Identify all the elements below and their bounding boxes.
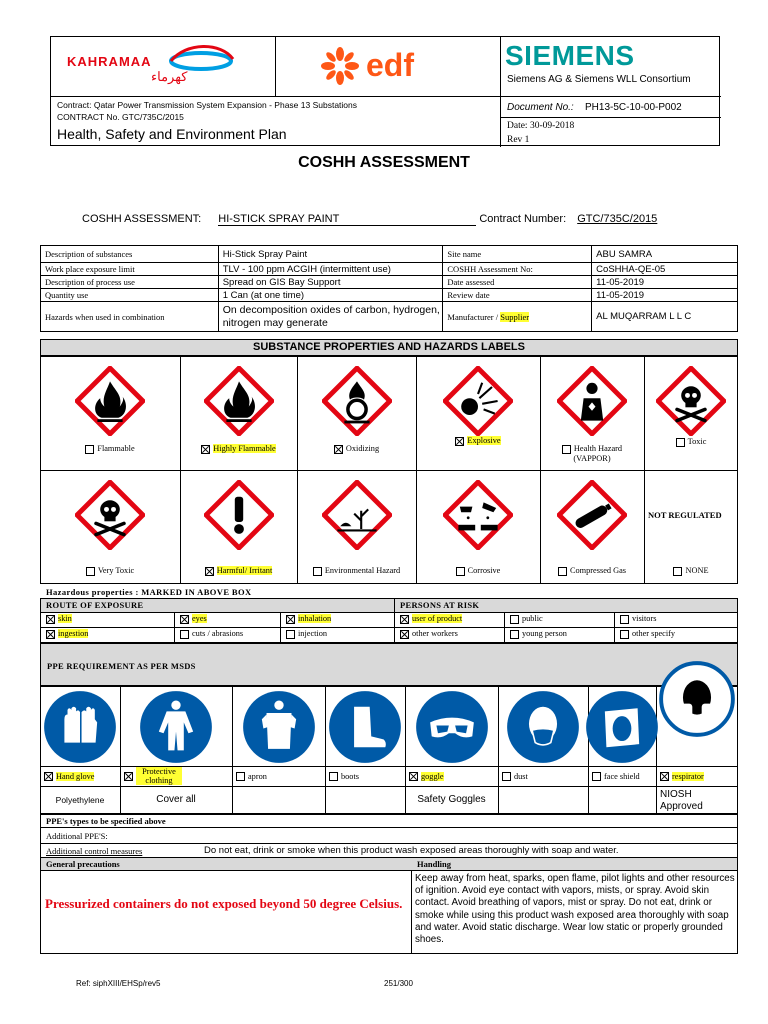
kahramaa-arabic-text: كهرماء (151, 69, 188, 84)
route-item[interactable] (180, 629, 243, 639)
document-header (50, 36, 720, 146)
hazard-label: Toxic (687, 437, 707, 446)
ppe-types-row (40, 814, 738, 828)
edf-text: edf (366, 47, 414, 83)
route-header-bg (41, 599, 737, 612)
route-label: inhalation (298, 614, 332, 623)
hazard-checkbox-item[interactable] (544, 566, 640, 576)
ppe-pictogram-boots-icon (326, 688, 404, 766)
hazard-checkbox-item[interactable] (420, 566, 536, 576)
ppe-label: boots (341, 771, 359, 781)
route-label: eyes (192, 614, 207, 623)
hazard-checkbox-item[interactable] (44, 444, 176, 454)
ppe-label: Hand glove (56, 771, 95, 781)
info-label: Description of substances (41, 246, 219, 263)
footer-page-number: 251/300 (384, 979, 413, 988)
hazard-label: Very Toxic (97, 566, 135, 575)
info-value: TLV - 100 ppm ACGIH (intermittent use) (218, 263, 443, 276)
ppe-checkbox-item[interactable] (592, 771, 654, 781)
hazard-checkbox-item[interactable] (184, 566, 293, 576)
checkbox[interactable] (86, 567, 95, 576)
checkbox[interactable] (558, 567, 567, 576)
hazard-pictogram-exclamation-icon (204, 480, 274, 550)
info-value: CoSHHA-QE-05 (592, 263, 738, 276)
precautions-body (40, 871, 738, 954)
checkbox[interactable] (620, 630, 629, 639)
ppe-note: Polyethylene (55, 795, 105, 805)
hazard-checkbox-item[interactable] (301, 444, 412, 454)
document-number-value: PH13-5C-10-00-P002 (585, 102, 682, 113)
hazard-label: Environmental Hazard (324, 566, 401, 575)
person-label: public (522, 614, 543, 623)
checkbox[interactable] (44, 772, 53, 781)
hazard-label: Corrosive (467, 566, 501, 575)
person-label: other specify (632, 629, 676, 638)
contract-info (51, 96, 501, 147)
ppe-checkbox-item[interactable] (409, 771, 496, 781)
hazard-checkbox-item[interactable] (648, 437, 734, 447)
ppe-checkbox-item[interactable] (660, 771, 736, 781)
additional-control-value: Do not eat, drink or smoke when this product wash exposed areas thoroughly with soap and water. (204, 845, 619, 856)
ppe-section-header (40, 643, 738, 686)
checkbox[interactable] (673, 567, 682, 576)
checkbox[interactable] (400, 615, 409, 624)
hazard-pictogram-corrosion-icon (443, 480, 513, 550)
route-item[interactable] (46, 629, 88, 639)
route-row-divider (41, 627, 737, 628)
route-col-divider (174, 613, 175, 643)
ppe-checkbox-item[interactable] (502, 771, 586, 781)
checkbox[interactable] (620, 615, 629, 624)
ppe-label: goggle (421, 771, 444, 781)
checkbox[interactable] (180, 615, 189, 624)
subtitle-value: HI-STICK SPRAY PAINT (218, 213, 476, 226)
siemens-logo (501, 37, 721, 96)
ppe-checkbox-item[interactable] (124, 767, 230, 785)
hazard-pictogram-flame-icon (75, 366, 145, 436)
hazard-label: Compressed Gas (570, 566, 626, 575)
ppe-note: NIOSH Approved (660, 789, 703, 812)
checkbox[interactable] (562, 445, 571, 454)
plan-title: Health, Safety and Environment Plan (57, 126, 287, 142)
ppe-pictogram-dust-mask-icon (504, 688, 582, 766)
route-row-divider (41, 612, 737, 613)
person-label: user of product (412, 614, 463, 623)
checkbox[interactable] (456, 567, 465, 576)
edf-logo (276, 37, 501, 96)
additional-control-label: Additional control measures (46, 846, 143, 856)
info-value: 1 Can (at one time) (218, 289, 443, 302)
hazard-checkbox-item[interactable] (420, 436, 536, 446)
person-item[interactable] (400, 614, 462, 624)
checkbox[interactable] (502, 772, 511, 781)
ppe-section-title: PPE REQUIREMENT AS PER MSDS (47, 661, 196, 671)
ppe-types-text: PPE's types to be specified above (46, 816, 166, 826)
info-value: AL MUQARRAM L L C (592, 302, 738, 332)
person-item[interactable] (510, 614, 543, 624)
info-label: Date assessed (443, 276, 592, 289)
ppe-label: respirator (672, 771, 704, 781)
info-label: Hazards when used in combination (41, 302, 219, 332)
general-precautions-text: Pressurized containers do not exposed beyond 50 degree Celsius. (45, 896, 403, 911)
ppe-label: Protective clothing (136, 767, 182, 785)
checkbox[interactable] (313, 567, 322, 576)
person-item[interactable] (620, 629, 675, 639)
precautions-divider (411, 871, 412, 953)
persons-col-divider (504, 613, 505, 643)
hazard-checkbox-item[interactable] (544, 444, 640, 463)
info-label: Description of process use (41, 276, 219, 289)
route-col-divider (280, 613, 281, 643)
hazard-checkbox-item[interactable] (44, 566, 176, 576)
info-value: 11-05-2019 (592, 289, 738, 302)
hazard-pictogram-gas-cylinder-icon (557, 480, 627, 550)
hazard-pictogram-health-hazard-icon (557, 366, 627, 436)
checkbox[interactable] (329, 772, 338, 781)
kahramaa-logo (51, 37, 276, 96)
not-regulated-text: NOT REGULATED (648, 510, 722, 520)
info-label: Quantity use (41, 289, 219, 302)
ppe-checkbox-item[interactable] (44, 771, 118, 781)
hazard-label: Oxidizing (345, 444, 380, 453)
route-of-exposure-title: ROUTE OF EXPOSURE (46, 600, 144, 610)
checkbox[interactable] (201, 445, 210, 454)
hazard-label: Flammable (97, 444, 135, 453)
checkbox[interactable] (205, 567, 214, 576)
ppe-col-divider (232, 686, 233, 814)
hazards-section-title: SUBSTANCE PROPERTIES AND HAZARDS LABELS (40, 339, 738, 356)
hazard-checkbox-item[interactable] (301, 566, 412, 576)
ppe-col-divider (498, 686, 499, 814)
ppe-note: Cover all (156, 794, 196, 805)
info-value: 11-05-2019 (592, 276, 738, 289)
contract-number-label: Contract Number: (479, 213, 567, 225)
checkbox[interactable] (676, 438, 685, 447)
checkbox[interactable] (660, 772, 669, 781)
person-label: visitors (632, 614, 657, 623)
hazard-pictogram-flame-icon (204, 366, 274, 436)
info-value: ABU SAMRA (592, 246, 738, 263)
checkbox[interactable] (85, 445, 94, 454)
precautions-header-row (40, 858, 738, 871)
info-value: Hi-Stick Spray Paint (218, 246, 443, 263)
route-item[interactable] (46, 614, 72, 624)
route-divider (394, 599, 395, 643)
handling-text: Keep away from heat, sparks, open flame, pilot lights and other resources of ignition. Avoid eye contact with vapors, mists, or spray. Avoid skin contact. Avoid breathing of vapors, mist or spray. Do not eat, drink or smoke while using this product wash exposed area thoroughly with soap and water. Avoid static discharge. Wear low static or properly grounded shoes. (415, 873, 735, 946)
checkbox[interactable] (409, 772, 418, 781)
handling-label: Handling (417, 859, 452, 869)
hazard-pictogram-skull-icon (75, 480, 145, 550)
route-item[interactable] (180, 614, 207, 624)
checkbox[interactable] (400, 630, 409, 639)
route-label: ingestion (58, 629, 89, 638)
assessment-subtitle (82, 213, 657, 226)
supplier-text: Supplier (500, 311, 530, 322)
hazard-label: Explosive (467, 436, 501, 445)
person-item[interactable] (400, 629, 458, 639)
document-number-label: Document No.: (507, 102, 574, 113)
substance-info-table (40, 245, 738, 332)
ppe-row-divider (40, 786, 738, 787)
info-label: COSHH Assessment No: (443, 263, 592, 276)
info-label: Review date (443, 289, 592, 302)
ppe-pictogram-coverall-icon (137, 688, 215, 766)
document-number-box (501, 96, 721, 118)
checkbox[interactable] (46, 615, 55, 624)
person-label: young person (522, 629, 567, 638)
document-date: Date: 30-09-2018 (507, 121, 575, 131)
ppe-checkbox-item[interactable] (236, 771, 323, 781)
checkbox[interactable] (124, 772, 133, 781)
checkbox[interactable] (592, 772, 601, 781)
ppe-pictogram-gloves-icon (41, 688, 119, 766)
info-label: Site name (443, 246, 592, 263)
checkbox[interactable] (236, 772, 245, 781)
hazard-checkbox-item[interactable] (184, 444, 293, 454)
ppe-note: Safety Goggles (417, 794, 486, 805)
checkbox[interactable] (46, 630, 55, 639)
ppe-pictogram-apron-icon (240, 688, 318, 766)
checkbox[interactable] (510, 615, 519, 624)
kahramaa-text: KAHRAMAA (67, 54, 152, 69)
hazard-pictogram-exploding-bomb-icon (443, 366, 513, 436)
siemens-text: SIEMENS (505, 40, 635, 71)
checkbox[interactable] (455, 437, 464, 446)
persons-col-divider (614, 613, 615, 643)
ppe-label: face shield (604, 771, 640, 781)
additional-control-row (40, 844, 738, 858)
manufacturer-label (443, 302, 592, 332)
ppe-label: apron (248, 771, 267, 781)
ppe-label: dust (514, 771, 528, 781)
checkbox[interactable] (510, 630, 519, 639)
hazardous-properties-line: Hazardous properties : MARKED IN ABOVE BOX (46, 587, 252, 597)
hazard-pictogram-skull-icon (656, 366, 726, 436)
hazard-label: Health Hazard (VAPPOR) (573, 444, 623, 463)
additional-ppe-row (40, 828, 738, 844)
hazard-label: Highly Flammable (213, 444, 276, 453)
contract-line: Contract: Qatar Power Transmission System Expansion - Phase 13 Substations (57, 100, 357, 110)
contract-number-value: GTC/735C/2015 (577, 213, 658, 225)
ppe-pictogram-goggles-icon (413, 688, 491, 766)
footer-reference: Ref: siphXIII/EHSp/rev5 (76, 979, 161, 988)
checkbox[interactable] (180, 630, 189, 639)
ppe-checkbox-item[interactable] (329, 771, 403, 781)
ppe-pictogram-respirator-icon (658, 660, 736, 738)
general-precautions-label: General precautions (46, 859, 120, 869)
hazard-checkbox-item[interactable] (648, 566, 734, 576)
document-revision: Rev 1 (507, 135, 530, 145)
person-item[interactable] (510, 629, 567, 639)
person-label: other workers (412, 629, 458, 638)
route-item[interactable] (286, 629, 327, 639)
info-label: Work place exposure limit (41, 263, 219, 276)
additional-ppe-label: Additional PPE'S: (46, 831, 108, 841)
route-label: cuts / abrasions (192, 629, 244, 638)
route-label: skin (58, 614, 72, 623)
route-label: injection (298, 629, 328, 638)
checkbox[interactable] (286, 630, 295, 639)
person-item[interactable] (620, 614, 656, 624)
route-item[interactable] (286, 614, 331, 624)
info-value: Spread on GIS Bay Support (218, 276, 443, 289)
ppe-pictogram-face-shield-icon (583, 688, 661, 766)
checkbox[interactable] (286, 615, 295, 624)
page-title: COSHH ASSESSMENT (298, 154, 470, 171)
contract-number: CONTRACT No. GTC/735C/2015 (57, 112, 184, 122)
hazard-pictogram-flame-over-circle-icon (322, 366, 392, 436)
checkbox[interactable] (334, 445, 343, 454)
hazard-pictogram-environment-icon (322, 480, 392, 550)
hazard-row-divider (40, 470, 738, 471)
siemens-consortium: Siemens AG & Siemens WLL Consortium (507, 74, 691, 85)
hazard-label: Harmful/ Irritant (216, 566, 273, 575)
hazard-label: NONE (685, 566, 709, 575)
manufacturer-text: Manufacturer / (447, 311, 501, 322)
persons-at-risk-title: PERSONS AT RISK (400, 600, 480, 610)
edf-sun-icon (320, 46, 360, 86)
subtitle-label: COSHH ASSESSMENT: (82, 213, 202, 225)
info-value: On decomposition oxides of carbon, hydrogen, nitrogen may generate (218, 302, 443, 332)
